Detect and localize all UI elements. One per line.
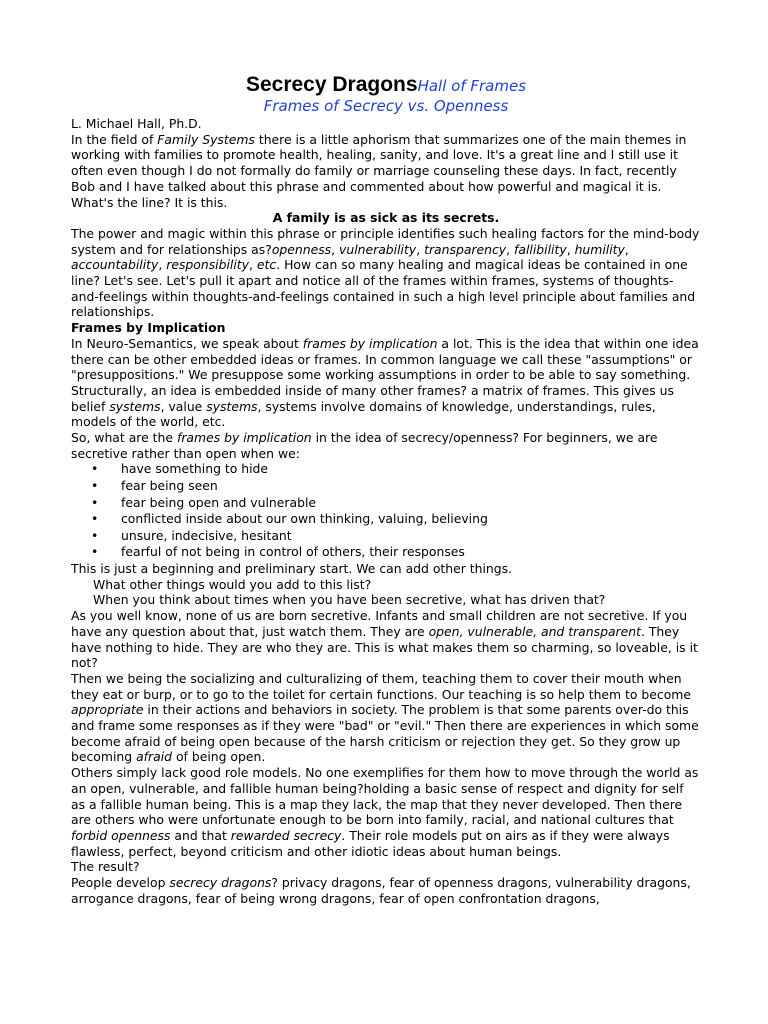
bullet-icon: • [91,478,99,494]
list-item: • fear being open and vulnerable [91,494,317,510]
paragraph-intro: In the field of Family Systems there is a little aphorism that summarizes one of the main themes in working with families to promote health, healing, sanity, and love. It's a great line and I still use it often even though I do not formally do family or marriage counseling these days. In fact, recently Bob and I have talked about this phrase and commented about how powerful and magical it is. What's the line? It is this. [71,131,687,210]
bullet-icon: • [91,544,99,560]
section-heading: Frames by Implication [71,320,226,336]
document-page [71,70,701,907]
bullet-icon: • [91,527,99,543]
list-item: • conflicted inside about our own thinking, valuing, believing [91,511,488,527]
paragraph-role-models: Others simply lack good role models. No one exemplifies for them how to move through the world as an open, vulnerable, and fallible human being?holding a basic sense of respect and dignity for self as a fallible human being. This is a map they lack, the map that they never developed. Then there are others who were unfortunate enough to be born into family, racial, and national cultures that forbid openness and that rewarded secrecy. Their role models put on airs as if they were always flawless, perfect, beyond criticism and other idiotic ideas about human beings. [71,765,699,859]
paragraph-dragons: People develop secrecy dragons? privacy dragons, fear of openness dragons, vulnerability dragons, arrogance dragons, fear of being wrong dragons, fear of open confrontation dragons, [71,875,691,906]
document-body [71,116,701,907]
question-1: What other things would you add to this list? [93,576,372,592]
bullet-icon: • [91,511,99,527]
paragraph-children: As you well know, none of us are born secretive. Infants and small children are not secretive. If you have any question about that, just watch them. They are open, vulnerable, and transparent. They have nothing to hide. They are who they are. This is what makes them so charming, so loveable, is it not? [71,608,698,671]
paragraph-implication-question: So, what are the frames by implication in the idea of secrecy/openness? For beginners, we are secretive rather than open when we: [71,430,658,461]
paragraph-neuro-semantics: In Neuro-Semantics, we speak about frames by implication a lot. This is the idea that within one idea there can be other embedded ideas or frames. In common language we call these "assumptions" or "presuppositions." We presuppose some working assumptions in order to be able to say something. Structurally, an idea is embedded inside of many other frames? a matrix of frames. This gives us belief systems, value systems, systems involve domains of knowledge, understandings, rules, models of the world, etc. [71,335,699,430]
document-title: Secrecy Dragons [245,73,418,96]
list-item: • have something to hide [91,461,269,477]
document-subtitle: Frames of Secrecy vs. Openness [263,97,509,115]
paragraph-socializing: Then we being the socializing and culturalizing of them, teaching them to cover their mouth when they eat or burp, or to go to the toilet for certain functions. Our teaching is so help them to become appropriate in their actions and behaviors in society. The problem is that some parents over-do this and frame some responses as if they were "bad" or "evil." Then there are experiences in which some become afraid of being open because of the harsh criticism or rejection they get. So they grow up becoming afraid of being open. [71,670,699,765]
list-item: • fear being seen [91,478,218,494]
aphorism: A family is as sick as its secrets. [272,210,500,226]
author-line: L. Michael Hall, Ph.D. [71,116,202,131]
bullet-icon: • [91,461,99,477]
bullet-icon: • [91,494,99,510]
paragraph-power: The power and magic within this phrase or principle identifies such healing factors for the mind-body system and for relationships as?openness, vulnerability, transparency, fallibility, humility, accountability, responsibility, etc. How can so many healing and magical ideas be contained in one line? Let's see. Let's pull it apart and notice all of the frames within frames, systems of thoughts-and-feelings within thoughts-and-feelings contained in such a high level principle about families and relationships. [71,225,700,320]
paragraph-result: The result? [71,859,140,875]
series-title: Hall of Frames [417,77,527,95]
bullet-list [71,461,701,561]
question-2: When you think about times when you have been secretive, what has driven that? [93,592,606,608]
list-item: • fearful of not being in control of others, their responses [91,544,465,560]
paragraph-beginning: This is just a beginning and preliminary start. We can add other things. [71,561,513,577]
list-item: • unsure, indecisive, hesitant [91,527,292,543]
